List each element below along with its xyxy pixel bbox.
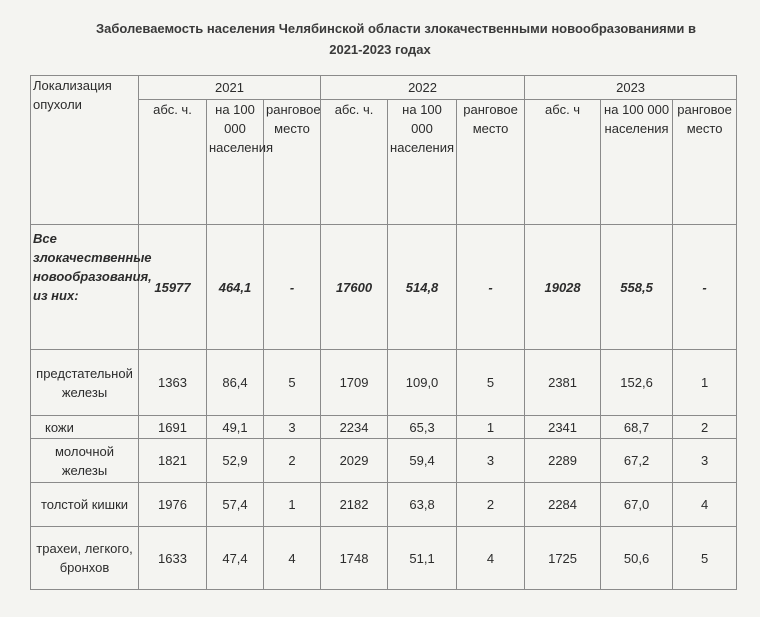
table-row — [31, 416, 737, 439]
row-label: трахеи, легкого, бронхов — [31, 527, 139, 590]
table-cell: 152,6 — [601, 350, 673, 416]
header-abs: абс. ч. — [321, 100, 388, 225]
table-cell: 1821 — [139, 439, 207, 483]
table-cell: 63,8 — [388, 483, 457, 527]
table-cell: 59,4 — [388, 439, 457, 483]
header-localization: Локализация опухоли — [31, 76, 139, 225]
table-cell: 4 — [673, 483, 737, 527]
table-cell: 558,5 — [601, 225, 673, 350]
table-cell: 67,2 — [601, 439, 673, 483]
table-cell: 19028 — [525, 225, 601, 350]
table-cell: - — [457, 225, 525, 350]
table-cell: 2 — [457, 483, 525, 527]
table-cell: 52,9 — [207, 439, 264, 483]
table-cell: 3 — [673, 439, 737, 483]
table-cell: 2 — [264, 439, 321, 483]
table-cell: 5 — [673, 527, 737, 590]
table-cell: 1633 — [139, 527, 207, 590]
table-cell: 50,6 — [601, 527, 673, 590]
row-label: молочной железы — [31, 439, 139, 483]
table-cell: 2381 — [525, 350, 601, 416]
table-cell: 2234 — [321, 416, 388, 439]
header-per100k: на 100 000 населения — [207, 100, 264, 225]
header-abs: абс. ч — [525, 100, 601, 225]
row-label: толстой кишки — [31, 483, 139, 527]
header-per100k: на 100 000 населения — [388, 100, 457, 225]
table-cell: 47,4 — [207, 527, 264, 590]
table-cell: 57,4 — [207, 483, 264, 527]
table-cell: 3 — [457, 439, 525, 483]
table-cell: 1 — [264, 483, 321, 527]
row-label: Все злокачественные новообразования, из них: — [31, 225, 139, 350]
table-cell: 51,1 — [388, 527, 457, 590]
document-title — [0, 18, 760, 60]
table-cell: 1691 — [139, 416, 207, 439]
incidence-table — [30, 75, 737, 590]
table-cell: 1 — [457, 416, 525, 439]
row-label: кожи — [31, 416, 139, 439]
table-cell: 15977 — [139, 225, 207, 350]
table-cell: 5 — [457, 350, 525, 416]
header-rank: ранговое место — [264, 100, 321, 225]
table-cell: 2182 — [321, 483, 388, 527]
table-cell: - — [264, 225, 321, 350]
table-cell: 2284 — [525, 483, 601, 527]
table-cell: 3 — [264, 416, 321, 439]
table-cell: 49,1 — [207, 416, 264, 439]
table-row — [31, 483, 737, 527]
table-row — [31, 527, 737, 590]
table-cell: 109,0 — [388, 350, 457, 416]
table-cell: 2289 — [525, 439, 601, 483]
table-cell: 1976 — [139, 483, 207, 527]
row-label: предстательной железы — [31, 350, 139, 416]
table-cell: 1 — [673, 350, 737, 416]
header-year-2023: 2023 — [525, 76, 737, 100]
table-cell: 514,8 — [388, 225, 457, 350]
header-year-2021: 2021 — [139, 76, 321, 100]
table-cell: 2341 — [525, 416, 601, 439]
table-cell: 68,7 — [601, 416, 673, 439]
table-cell: 67,0 — [601, 483, 673, 527]
table-cell: 1709 — [321, 350, 388, 416]
table-row-total — [31, 225, 737, 350]
table-cell: 4 — [264, 527, 321, 590]
table-cell: 86,4 — [207, 350, 264, 416]
table-cell: 1748 — [321, 527, 388, 590]
header-rank: ранговое место — [457, 100, 525, 225]
header-row-years — [31, 76, 737, 100]
table-row — [31, 350, 737, 416]
table-cell: 464,1 — [207, 225, 264, 350]
title-line-1: Заболеваемость населения Челябинской области злокачественными новообразованиями в — [96, 21, 696, 36]
table-cell: 17600 — [321, 225, 388, 350]
table-cell: - — [673, 225, 737, 350]
table-cell: 2029 — [321, 439, 388, 483]
header-year-2022: 2022 — [321, 76, 525, 100]
table-cell: 5 — [264, 350, 321, 416]
header-rank: ранговое место — [673, 100, 737, 225]
table-cell: 65,3 — [388, 416, 457, 439]
table-cell: 2 — [673, 416, 737, 439]
table-cell: 4 — [457, 527, 525, 590]
header-abs: абс. ч. — [139, 100, 207, 225]
title-line-2: 2021-2023 годах — [329, 42, 431, 57]
table-row — [31, 439, 737, 483]
header-per100k: на 100 000 населения — [601, 100, 673, 225]
table-cell: 1725 — [525, 527, 601, 590]
table-cell: 1363 — [139, 350, 207, 416]
